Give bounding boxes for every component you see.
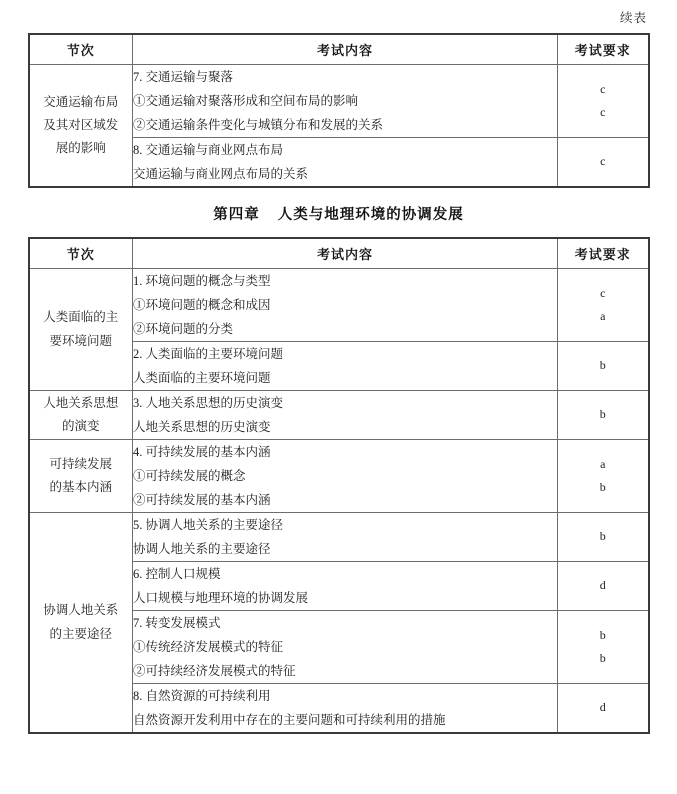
text-line: b [599, 358, 606, 373]
section-cell [29, 440, 133, 513]
table-header-row [29, 34, 649, 65]
requirement-cell [558, 138, 649, 188]
table-header [29, 238, 649, 269]
chapter-heading [0, 188, 677, 237]
table-one-body [29, 65, 649, 188]
content-cell [133, 65, 558, 138]
content-cell [133, 269, 558, 342]
text-line: b [599, 529, 606, 544]
requirement-cell [558, 562, 649, 611]
section-cell [29, 391, 133, 440]
text-line: 8. 交通运输与商业网点布局 [133, 143, 284, 157]
chapter-title: 人类与地理环境的协调发展 [277, 207, 464, 223]
text-line: 及其对区域发 [43, 117, 119, 132]
exam-table-chapter-four [28, 237, 650, 734]
text-line: 1. 环境问题的概念与类型 [133, 274, 271, 288]
text-line: 人地关系思想 [43, 395, 119, 410]
column-header-section: 节次 [29, 34, 133, 65]
text-line: c [600, 285, 606, 300]
text-line: ①环境问题的概念和成因 [133, 298, 271, 312]
content-cell [133, 513, 558, 562]
text-line: ①交通运输对聚落形成和空间布局的影响 [133, 94, 359, 108]
text-line: ①可持续发展的概念 [133, 469, 246, 483]
text-line: ②环境问题的分类 [133, 322, 234, 336]
column-header-requirement: 考试要求 [558, 238, 649, 269]
column-header-section: 节次 [29, 238, 133, 269]
text-line: 交通运输布局 [43, 94, 119, 109]
section-cell [29, 269, 133, 391]
text-line: 展的影响 [55, 141, 106, 156]
requirement-cell [558, 513, 649, 562]
section-cell [29, 65, 133, 188]
text-line: 协调人地关系的主要途径 [133, 542, 271, 556]
text-line: ②可持续经济发展模式的特征 [133, 664, 296, 678]
text-line: d [599, 578, 606, 593]
text-line: 7. 交通运输与聚落 [133, 70, 234, 84]
text-line: d [599, 700, 606, 715]
table-header-row [29, 238, 649, 269]
table-header [29, 34, 649, 65]
requirement-cell [558, 342, 649, 391]
text-line: 的演变 [61, 419, 100, 433]
table-row [29, 65, 649, 138]
text-line: 5. 协调人地关系的主要途径 [133, 518, 284, 532]
column-header-content: 考试内容 [133, 238, 558, 269]
text-line: b [599, 480, 606, 494]
requirement-cell [558, 684, 649, 734]
text-line: 的主要途径 [49, 626, 112, 641]
text-line: 人类面临的主要环境问题 [133, 371, 271, 385]
table-row [29, 440, 649, 513]
requirement-cell [558, 611, 649, 684]
content-cell [133, 391, 558, 440]
text-line: 人口规模与地理环境的协调发展 [133, 591, 309, 605]
content-cell [133, 138, 558, 188]
content-cell [133, 440, 558, 513]
text-line: 2. 人类面临的主要环境问题 [133, 347, 284, 361]
text-line: 交通运输与商业网点布局的关系 [133, 167, 309, 181]
text-line: c [600, 105, 606, 119]
text-line: ①传统经济发展模式的特征 [133, 640, 284, 654]
column-header-content: 考试内容 [133, 34, 558, 65]
running-head: 续表 [619, 11, 647, 25]
text-line: ②可持续发展的基本内涵 [133, 493, 271, 507]
text-line: b [599, 407, 606, 422]
requirement-cell [558, 65, 649, 138]
text-line: 人类面临的主 [43, 310, 119, 325]
exam-table-chapter-three-continued [28, 33, 650, 188]
text-line: 7. 转变发展模式 [133, 616, 221, 630]
text-line: 3. 人地关系思想的历史演变 [133, 396, 284, 410]
text-line: 4. 可持续发展的基本内涵 [133, 445, 271, 459]
table-row [29, 513, 649, 562]
text-line: c [600, 154, 606, 169]
text-line: b [599, 627, 606, 642]
text-line: c [600, 81, 606, 96]
content-cell [133, 684, 558, 734]
column-header-requirement: 考试要求 [558, 34, 649, 65]
content-cell [133, 562, 558, 611]
content-cell [133, 342, 558, 391]
text-line: 协调人地关系 [43, 603, 119, 618]
content-cell [133, 611, 558, 684]
text-line: 自然资源开发利用中存在的主要问题和可持续利用的措施 [133, 713, 446, 727]
requirement-cell [558, 440, 649, 513]
requirement-cell [558, 269, 649, 342]
text-line: 要环境问题 [49, 333, 112, 348]
table-row [29, 269, 649, 342]
text-line: a [600, 309, 606, 323]
chapter-number: 第四章 [213, 207, 260, 223]
text-line: 可持续发展 [49, 456, 112, 471]
text-line: ②交通运输条件变化与城镇分布和发展的关系 [133, 118, 384, 132]
text-line: b [599, 651, 606, 665]
table-two-wrapper [0, 237, 677, 734]
text-line: 8. 自然资源的可持续利用 [133, 689, 271, 703]
table-one-wrapper [0, 0, 677, 188]
table-two-body [29, 269, 649, 734]
text-line: a [600, 456, 606, 471]
section-cell [29, 513, 133, 734]
table-row [29, 391, 649, 440]
requirement-cell [558, 391, 649, 440]
text-line: 人地关系思想的历史演变 [133, 420, 271, 434]
text-line: 6. 控制人口规模 [133, 567, 221, 581]
text-line: 的基本内涵 [49, 480, 112, 494]
